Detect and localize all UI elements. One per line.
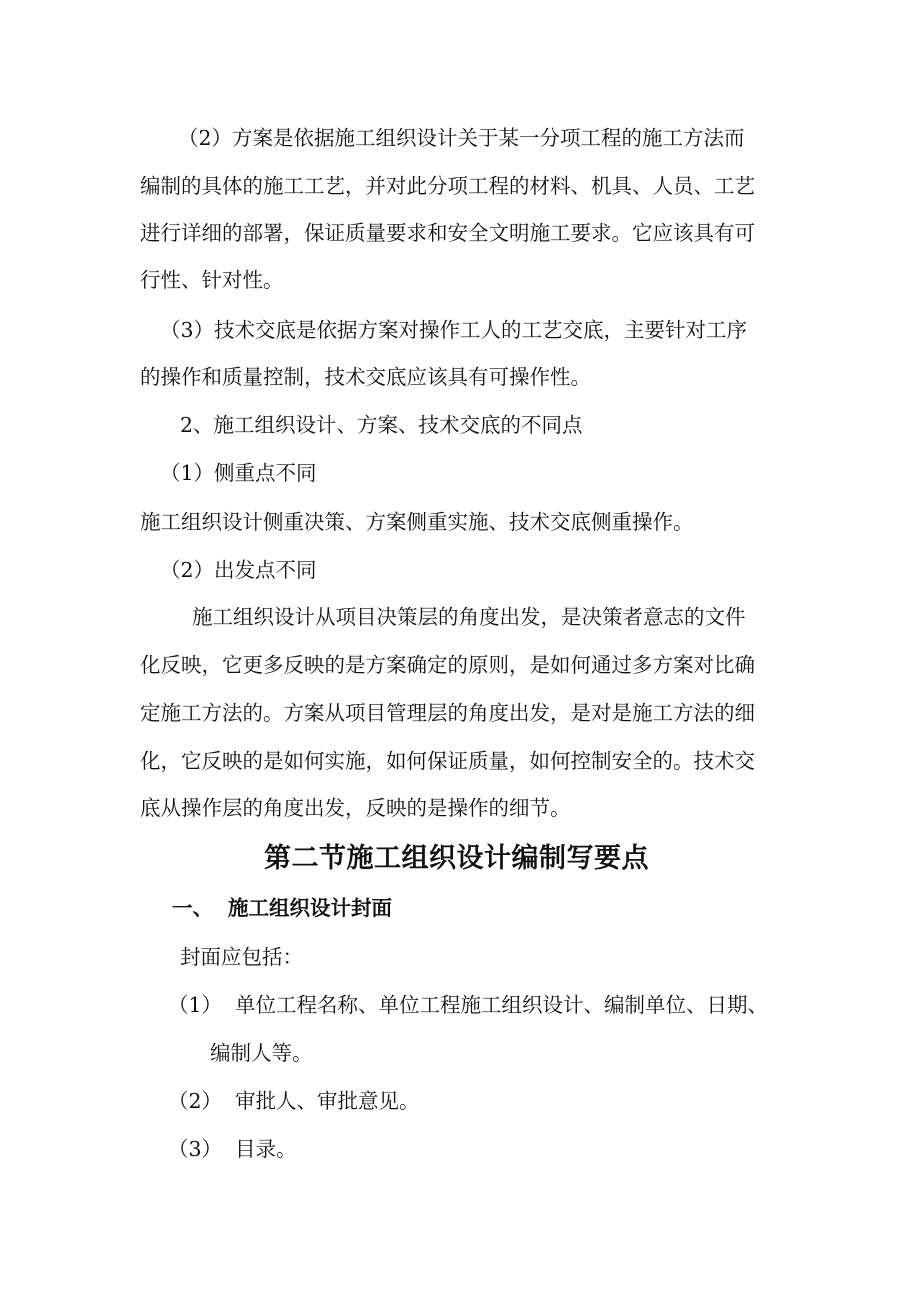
difference-2-line-2: 化反映，它更多反映的是方案确定的原则，是如何通过多方案对比确 <box>140 653 755 677</box>
chapter-heading: 第二节施工组织设计编制写要点 <box>264 843 649 874</box>
paragraph-2-line-3: 进行详细的部署，保证质量要求和安全文明施工要求。它应该具有可 <box>140 221 755 245</box>
section-2-title: 2、施工组织设计、方案、技术交底的不同点 <box>180 413 583 437</box>
cover-item-1-line-1: 单位工程名称、单位工程施工组织设计、编制单位、日期、 <box>235 993 768 1017</box>
difference-2-line-1: 施工组织设计从项目决策层的角度出发，是决策者意志的文件 <box>192 605 746 629</box>
cover-item-3-number: （3） <box>168 1137 223 1161</box>
difference-1-title: （1）侧重点不同 <box>160 461 317 485</box>
cover-item-1-number: （1） <box>168 993 223 1017</box>
cover-item-2-line-1: 审批人、审批意见。 <box>235 1089 420 1113</box>
part-1-number: 一、 <box>172 896 213 920</box>
paragraph-2-line-2: 编制的具体的施工工艺，并对此分项工程的材料、机具、人员、工艺 <box>140 174 755 198</box>
paragraph-3-line-2: 的操作和质量控制，技术交底应该具有可操作性。 <box>140 365 591 389</box>
difference-2-line-4: 化，它反映的是如何实施，如何保证质量，如何控制安全的。技术交 <box>140 749 755 773</box>
difference-2-line-5: 底从操作层的角度出发，反映的是操作的细节。 <box>140 796 571 820</box>
difference-2-title: （2）出发点不同 <box>160 558 317 582</box>
paragraph-2-line-1: （2）方案是依据施工组织设计关于某一分项工程的施工方法而 <box>178 126 745 150</box>
difference-2-line-3: 定施工方法的。方案从项目管理层的角度出发，是对是施工方法的细 <box>140 701 755 725</box>
difference-1-body: 施工组织设计侧重决策、方案侧重实施、技术交底侧重操作。 <box>140 510 694 534</box>
cover-intro: 封面应包括： <box>180 945 303 969</box>
cover-item-3-line-1: 目录。 <box>235 1137 297 1161</box>
paragraph-3-line-1: （3）技术交底是依据方案对操作工人的工艺交底，主要针对工序 <box>160 318 748 342</box>
part-1-title: 施工组织设计封面 <box>228 896 392 920</box>
cover-item-2-number: （2） <box>168 1089 223 1113</box>
cover-item-1-line-2: 编制人等。 <box>210 1041 313 1065</box>
paragraph-2-line-4: 行性、针对性。 <box>140 268 284 292</box>
